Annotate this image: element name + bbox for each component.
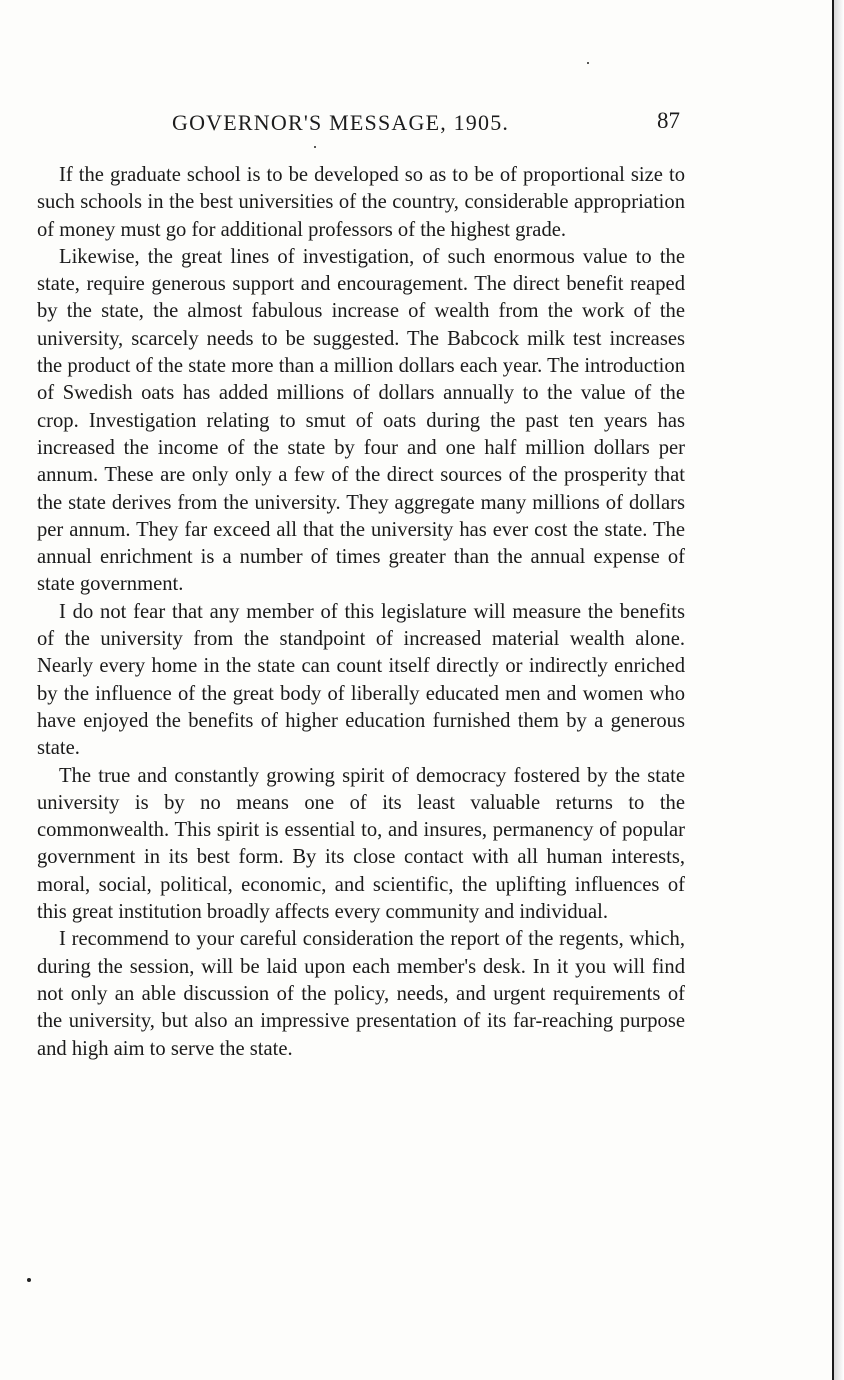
- ink-speck: [314, 146, 316, 148]
- paragraph-graduate-school: If the graduate school is to be developed so as to be of proportional size to such schools in the best universities of the country, considerable appropriation of money must go for additional professors of the highest grade.: [37, 164, 685, 241]
- page-number: 87: [657, 108, 680, 133]
- page-header: [36, 110, 684, 140]
- page-edge-shadow: [834, 0, 844, 1380]
- paragraph-material-wealth: I do not fear that any member of this legislature will measure the benefits of the university from the standpoint of increased material wealth alone. Nearly every home in the state can count itself directly or indirectly enriched by the influence of the great body of liberally educated men and women who have enjoyed the benefits of higher education furnished them by a generous state.: [37, 600, 685, 760]
- paragraph-investigation: Likewise, the great lines of investigation, of such enormous value to the state, require generous support and encouragement. The direct benefit reaped by the state, the almost fabulous increase of wealth from the work of the university, scarcely needs to be suggested. The Babcock milk test increases the product of the state more than a million dollars each year. The introduction of Swedish oats has added millions of dollars annually to the value of the crop. Investigation relating to smut of oats during the past ten years has increased the income of the state by four and one half million dollars per annum. These are only only a few of the direct sources of the prosperity that the state derives from the university. They aggregate many millions of dollars per annum. They far exceed all that the university has ever cost the state. The annual enrichment is a number of times greater than the annual expense of state government.: [37, 245, 685, 596]
- body-text: [37, 162, 685, 1063]
- ink-speck: [587, 62, 589, 64]
- paragraph-democracy: The true and constantly growing spirit of democracy fostered by the state university is by no means one of its least valuable returns to the commonwealth. This spirit is essential to, and insures, permanency of popular government in its best form. By its close contact with all human interests, moral, social, political, economic, and scientific, the uplifting influences of this great institution broadly affects every community and individual.: [37, 764, 685, 924]
- ink-speck: [27, 1278, 31, 1282]
- running-title: GOVERNOR'S MESSAGE, 1905.: [172, 110, 510, 135]
- paragraph-regents-report: I recommend to your careful consideration the report of the regents, which, during the session, will be laid upon each member's desk. In it you will find not only an able discussion of the policy, needs, and urgent requirements of the university, but also an impressive presentation of its far-reaching purpose and high aim to serve the state.: [37, 928, 685, 1060]
